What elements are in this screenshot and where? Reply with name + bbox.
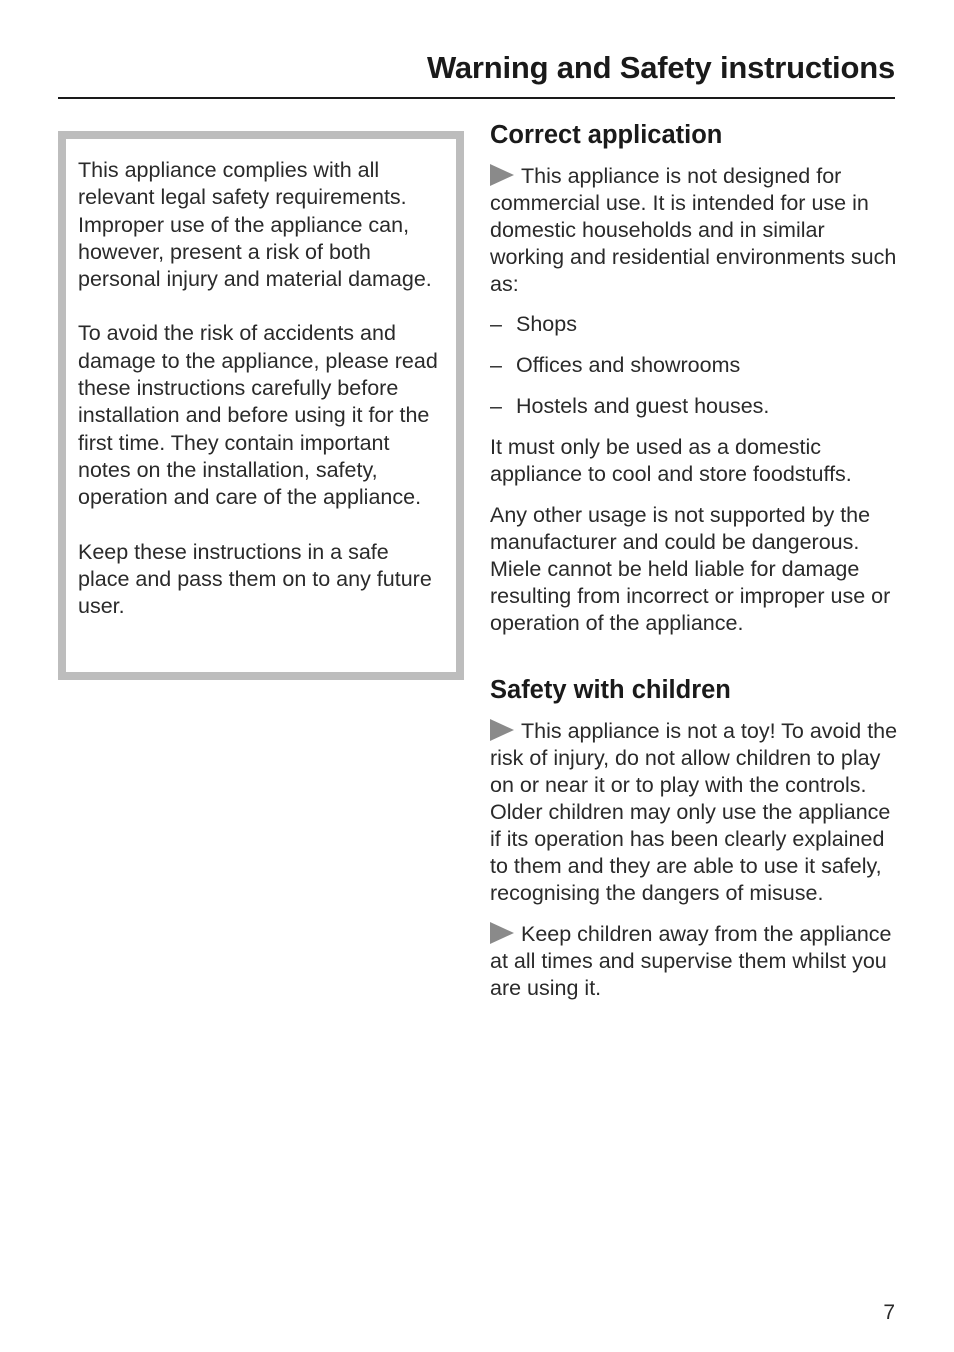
title-divider — [58, 97, 895, 99]
notice-paragraph: To avoid the risk of accidents and damage to the appliance, please read these instructions carefully before installation and before using it for the first time. They contain important notes on the installation, safety, operation and care of the appliance. — [78, 321, 438, 510]
usage-list — [490, 311, 900, 420]
children-text-2: Keep children away from the appliance at all times and supervise them whilst you are using it. — [490, 922, 892, 1000]
page-title: Warning and Safety instructions — [426, 50, 895, 85]
dash-marker: – — [490, 353, 502, 377]
children-text-1: This appliance is not a toy! To avoid the risk of injury, do not allow children to play on or near it or to play with the controls. Older children may only use the appliance if its operation has been clearly explained to them and they are able to use it safely, recognising the dangers of misuse. — [490, 719, 898, 905]
triangle-arrow-icon — [490, 922, 514, 944]
correct-application-heading: Correct application — [490, 121, 723, 149]
correct-application-intro — [490, 163, 900, 298]
dash-marker: – — [490, 394, 502, 418]
children-paragraph-2 — [490, 921, 900, 1002]
liability-paragraph: Any other usage is not supported by the manufacturer and could be dangerous. Miele cannot be held liable for damage resulting from incorrect or improper use or operation of the appliance. — [490, 503, 891, 635]
list-item-text: Offices and showrooms — [516, 353, 741, 377]
page-number: 7 — [883, 1301, 895, 1324]
list-item — [490, 393, 900, 420]
list-item — [490, 352, 900, 379]
list-item-text: Shops — [516, 312, 577, 336]
triangle-arrow-icon — [490, 719, 514, 741]
right-column — [490, 118, 900, 1002]
list-item — [490, 311, 900, 338]
notice-paragraph: Keep these instructions in a safe place and pass them on to any future user. — [78, 539, 432, 619]
intro-text: This appliance is not designed for commercial use. It is intended for use in domestic households and in similar working and residential environments such as: — [490, 164, 897, 296]
safety-children-heading: Safety with children — [490, 676, 731, 704]
notice-paragraph: This appliance complies with all relevant legal safety requirements. Improper use of the appliance can, however, present a risk of both personal injury and material damage. — [78, 158, 432, 292]
notice-box — [58, 131, 464, 680]
dash-marker: – — [490, 312, 502, 336]
list-item-text: Hostels and guest houses. — [516, 394, 770, 418]
domestic-use-paragraph: It must only be used as a domestic appliance to cool and store foodstuffs. — [490, 435, 852, 486]
triangle-arrow-icon — [490, 164, 514, 186]
children-paragraph-1 — [490, 718, 900, 907]
